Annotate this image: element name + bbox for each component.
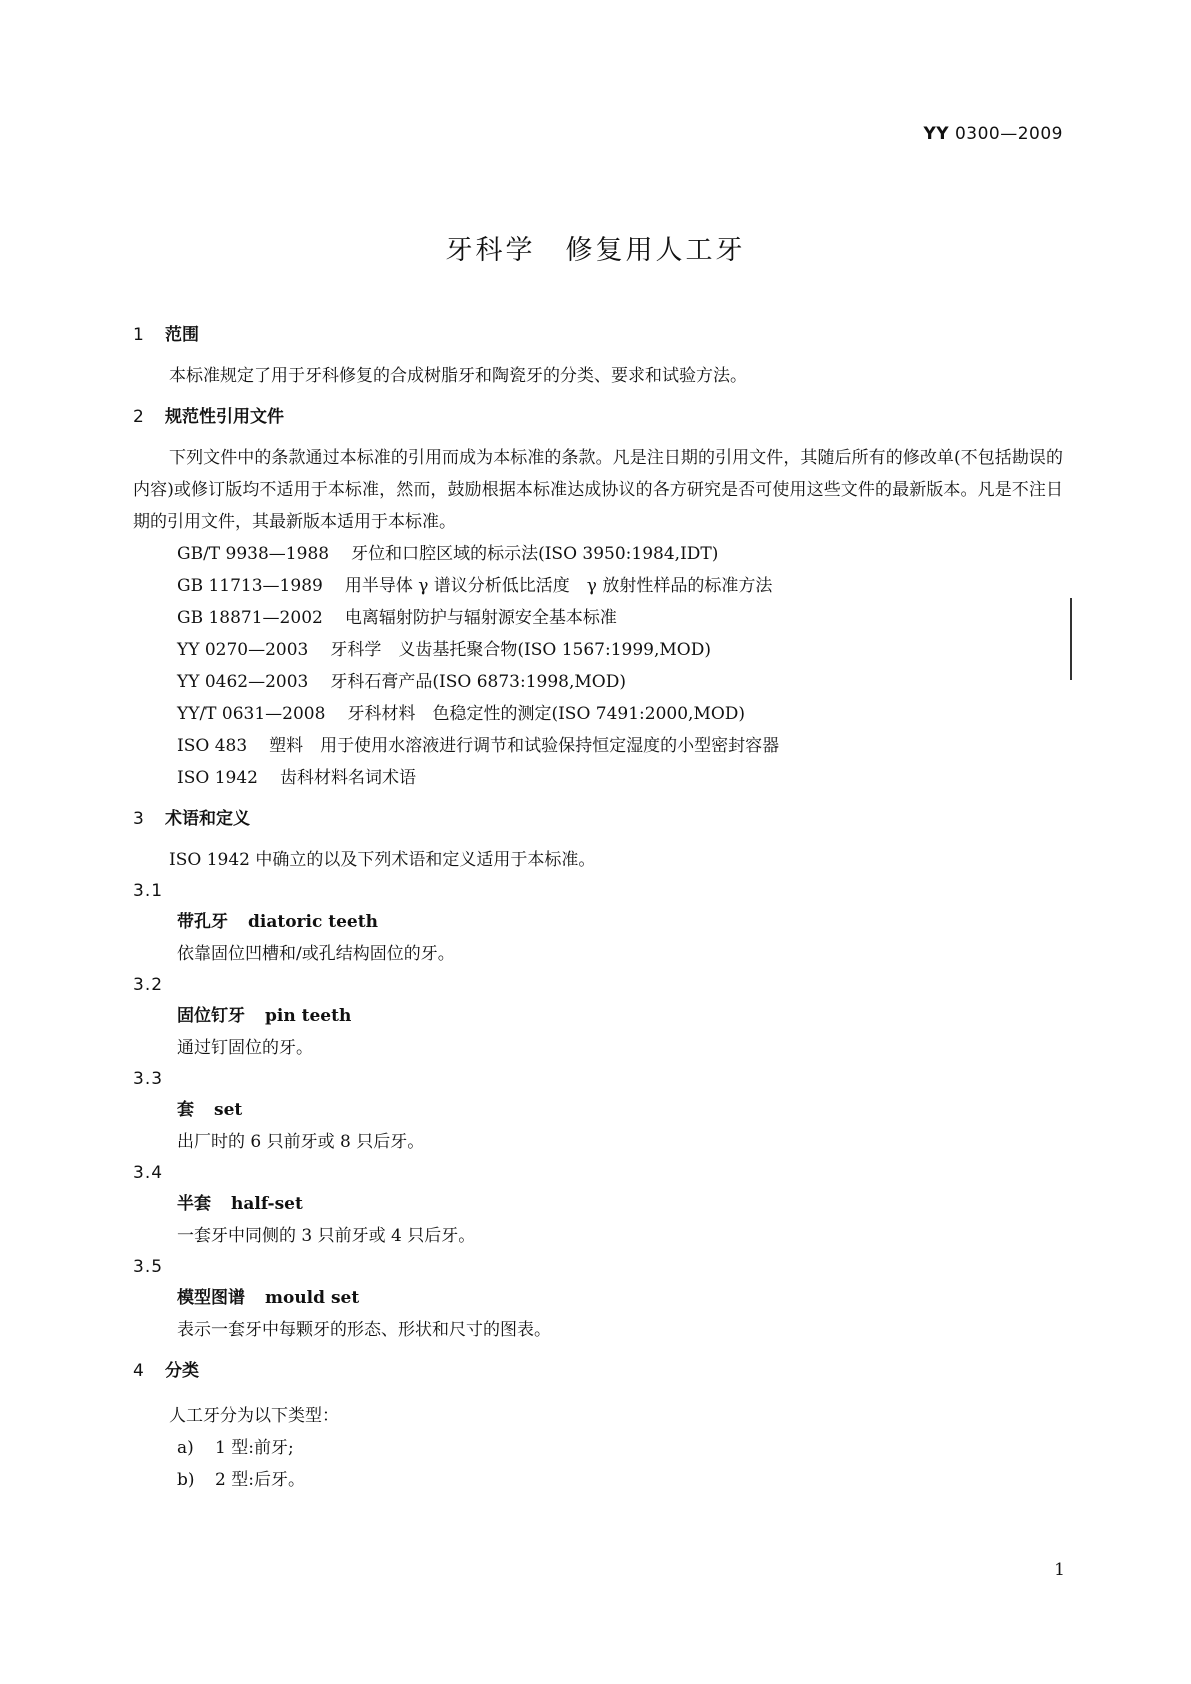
list-text: 1 型:前牙; (215, 1438, 294, 1458)
scope-paragraph: 本标准规定了用于牙科修复的合成树脂牙和陶瓷牙的分类、要求和试验方法。 (169, 366, 747, 386)
reference-item (177, 634, 1063, 666)
term-name-en: set (214, 1100, 243, 1120)
section-number: 1 (133, 325, 144, 345)
document-title: 牙科学 修复用人工牙 (445, 235, 746, 266)
reference-code: ISO 483 (177, 736, 248, 756)
list-text: 2 型:后牙。 (215, 1470, 305, 1490)
reference-title: 塑料 用于使用水溶液进行调节和试验保持恒定湿度的小型密封容器 (269, 736, 780, 756)
reference-code: ISO 1942 (177, 768, 258, 788)
section-title: 范围 (165, 325, 199, 345)
list-item (177, 1464, 1063, 1496)
term-name-en: pin teeth (265, 1006, 352, 1026)
reference-title: 牙科材料 色稳定性的测定(ISO 7491:2000,MOD) (347, 704, 746, 724)
term-name (177, 1188, 1063, 1220)
term-number: 3.4 (133, 1163, 164, 1183)
reference-title: 电离辐射防护与辐射源安全基本标准 (344, 608, 617, 628)
reference-code: GB/T 9938—1988 (177, 544, 330, 564)
term-definition: 依靠固位凹槽和/或孔结构固位的牙。 (177, 944, 455, 964)
revision-margin-bar (1070, 598, 1072, 680)
term-number: 3.2 (133, 975, 164, 995)
section-heading-normative-references (133, 402, 1063, 432)
term-name-en: diatoric teeth (248, 912, 378, 932)
reference-item (177, 666, 1063, 698)
term-definition: 出厂时的 6 只前牙或 8 只后牙。 (177, 1132, 425, 1152)
section-heading-classification (133, 1356, 1063, 1386)
reference-title: 齿科材料名词术语 (279, 768, 416, 788)
term-number: 3.1 (133, 881, 164, 901)
section-title: 分类 (165, 1361, 199, 1381)
list-item (177, 1432, 1063, 1464)
reference-code: YY/T 0631—2008 (177, 704, 326, 724)
terms-intro-paragraph: ISO 1942 中确立的以及下列术语和定义适用于本标准。 (169, 850, 596, 870)
reference-title: 牙科学 义齿基托聚合物(ISO 1567:1999,MOD) (330, 640, 711, 660)
reference-title: 牙位和口腔区域的标示法(ISO 3950:1984,IDT) (351, 544, 719, 564)
standard-number: 0300—2009 (954, 124, 1063, 144)
section-title: 术语和定义 (165, 809, 250, 829)
standard-prefix: YY (923, 124, 950, 144)
reference-item (177, 730, 1063, 762)
references-intro-paragraph: 下列文件中的条款通过本标准的引用而成为本标准的条款。凡是注日期的引用文件，其随后所有的修改单(不包括勘误的内容)或修订版均不适用于本标准，然而，鼓励根据本标准达成协议的各方研究是否可使用这些文件的最新版本。凡是不注日期的引用文件，其最新版本适用于本标准。 (133, 448, 1063, 532)
list-marker: a) (177, 1438, 194, 1458)
reference-item (177, 698, 1063, 730)
term-name-en: half-set (231, 1194, 303, 1214)
section-heading-scope (133, 320, 1063, 350)
classification-intro-paragraph: 人工牙分为以下类型： (169, 1406, 339, 1426)
reference-item (177, 762, 1063, 794)
standard-code (923, 124, 1063, 144)
term-name (177, 1000, 1063, 1032)
page-number: 1 (1054, 1560, 1065, 1580)
reference-code: YY 0270—2003 (177, 640, 309, 660)
term-number: 3.5 (133, 1257, 164, 1277)
reference-item (177, 602, 1063, 634)
section-number: 3 (133, 809, 144, 829)
term-name (177, 1094, 1063, 1126)
term-name-zh: 半套 (177, 1194, 211, 1214)
section-heading-terms-definitions (133, 804, 1063, 834)
term-definition: 一套牙中同侧的 3 只前牙或 4 只后牙。 (177, 1226, 476, 1246)
section-title: 规范性引用文件 (165, 407, 284, 427)
list-marker: b) (177, 1470, 195, 1490)
term-definition: 表示一套牙中每颗牙的形态、形状和尺寸的图表。 (177, 1320, 551, 1340)
term-number: 3.3 (133, 1069, 164, 1089)
section-number: 4 (133, 1361, 144, 1381)
reference-code: YY 0462—2003 (177, 672, 309, 692)
term-name (177, 1282, 1063, 1314)
reference-title: 用半导体 γ 谱议分析低比活度 γ 放射性样品的标准方法 (344, 576, 773, 596)
reference-item (177, 538, 1063, 570)
section-number: 2 (133, 407, 144, 427)
reference-code: GB 18871—2002 (177, 608, 323, 628)
reference-code: GB 11713—1989 (177, 576, 323, 596)
term-name-zh: 套 (177, 1100, 194, 1120)
document-body (133, 320, 1063, 1496)
term-name-zh: 固位钉牙 (177, 1006, 245, 1026)
reference-item (177, 570, 1063, 602)
term-name-en: mould set (265, 1288, 360, 1308)
term-name (177, 906, 1063, 938)
term-name-zh: 带孔牙 (177, 912, 228, 932)
reference-title: 牙科石膏产品(ISO 6873:1998,MOD) (330, 672, 626, 692)
term-name-zh: 模型图谱 (177, 1288, 245, 1308)
term-definition: 通过钉固位的牙。 (177, 1038, 313, 1058)
